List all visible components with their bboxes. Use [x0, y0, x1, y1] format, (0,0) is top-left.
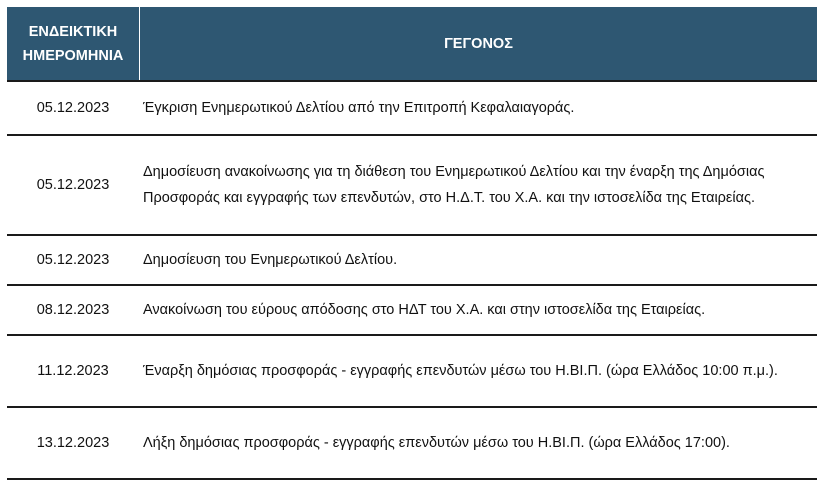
row-date: 05.12.2023 [36, 252, 110, 268]
row-date: 08.12.2023 [36, 302, 110, 318]
row-date: 13.12.2023 [36, 435, 110, 451]
row-event: Έγκριση Ενημερωτικού Δελτίου από την Επιτροπή Κεφαλαιαγοράς. [143, 100, 575, 116]
table-row [7, 336, 817, 408]
timetable [7, 7, 817, 480]
header-date [7, 7, 140, 80]
header-date-line2: ΗΜΕΡΟΜΗΝΙΑ [22, 47, 124, 64]
row-event: Δημοσίευση του Ενημερωτικού Δελτίου. [143, 252, 398, 268]
table-row [7, 408, 817, 480]
row-event: Δημοσίευση ανακοίνωσης για τη διάθεση του Ενημερωτικού Δελτίου και την έναρξη της Δημόσιας Προσφοράς και εγγραφής των επενδυτών, στο Η.Δ.Τ. του Χ.Α. και την ιστοσελίδα της Εταιρείας. [143, 164, 765, 206]
table-header [7, 7, 817, 82]
row-date: 05.12.2023 [36, 177, 110, 193]
table-row [7, 236, 817, 286]
row-event: Έναρξη δημόσιας προσφοράς - εγγραφής επενδυτών μέσω του Η.ΒΙ.Π. (ώρα Ελλάδος 10:00 π.μ.). [143, 363, 778, 379]
row-date: 05.12.2023 [36, 100, 110, 116]
header-date-line1: ΕΝΔΕΙΚΤΙΚΗ [28, 23, 118, 40]
row-event: Λήξη δημόσιας προσφοράς - εγγραφής επενδυτών μέσω του Η.ΒΙ.Π. (ώρα Ελλάδος 17:00). [143, 435, 730, 451]
header-event: ΓΕΓΟΝΟΣ [444, 35, 513, 52]
row-event: Ανακοίνωση του εύρους απόδοσης στο ΗΔΤ του Χ.Α. και στην ιστοσελίδα της Εταιρείας. [143, 302, 706, 318]
row-date: 11.12.2023 [37, 363, 109, 379]
table-row [7, 82, 817, 136]
table-row [7, 136, 817, 236]
table-row [7, 286, 817, 336]
